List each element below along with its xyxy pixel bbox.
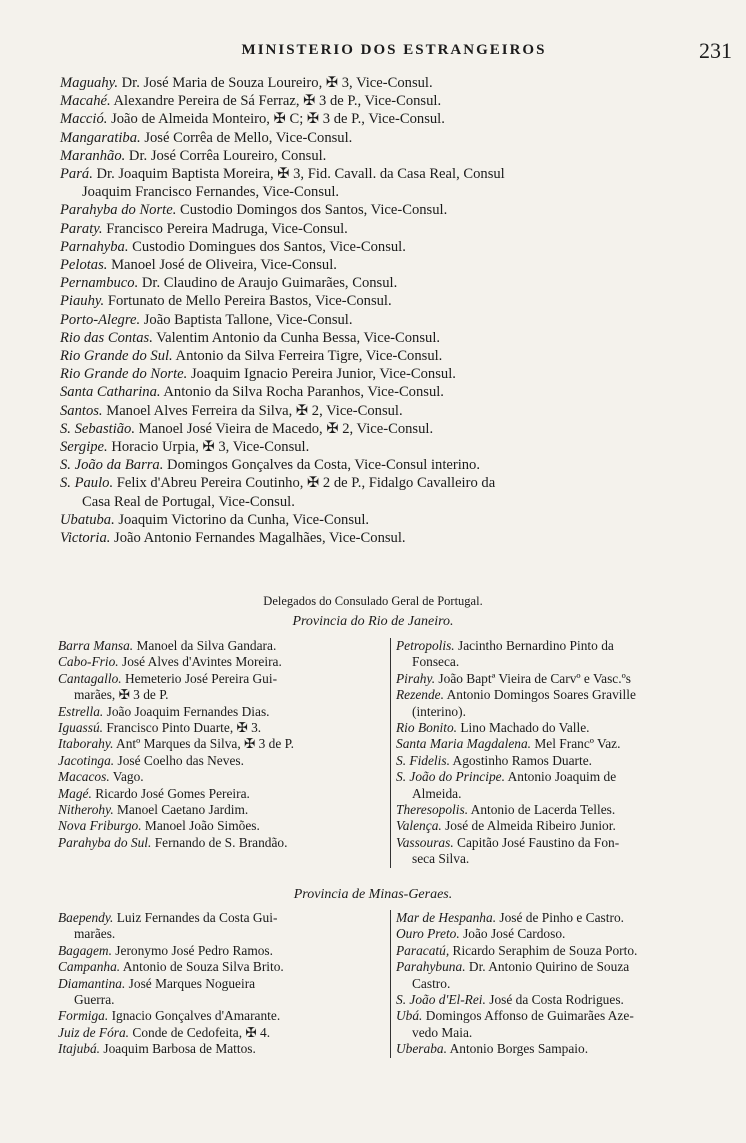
entry-continuation: Joaquim Francisco Fernandes, Vice-Consul.	[82, 184, 340, 201]
place-name: Rio Grande do Sul.	[60, 348, 173, 365]
place-name: Maguahy.	[60, 75, 118, 91]
list-entry	[396, 992, 724, 1008]
place-name: Paracatú,	[396, 942, 450, 958]
entry-text: José de Almeida Ribeiro Junior.	[441, 818, 616, 834]
place-name: Diamantina.	[58, 975, 126, 991]
list-entry	[58, 818, 386, 834]
place-name: Porto-Alegre.	[60, 311, 141, 328]
entry-text: Manoel da Silva Gandara.	[133, 638, 277, 653]
entry-text: Manoel José Vieira de Macedo, ✠ 2, Vice-Consul.	[135, 420, 434, 437]
place-name: Bagagem.	[58, 942, 112, 958]
entry-text: José Coelho das Neves.	[114, 752, 244, 768]
entry-text: José da Costa Rodrigues.	[485, 992, 624, 1008]
list-entry	[58, 753, 386, 769]
list-entry	[58, 1025, 386, 1041]
list-entry	[60, 110, 730, 128]
province-minas-right-column	[391, 910, 724, 1058]
list-entry	[396, 926, 724, 942]
entry-text: Ignacio Gonçalves d'Amarante.	[108, 1008, 281, 1024]
list-entry	[396, 671, 724, 687]
entry-continuation: marães.	[74, 926, 116, 942]
entry-continuation: marães, ✠ 3 de P.	[74, 687, 169, 703]
entry-text: Luiz Fernandes da Costa Gui-	[113, 910, 278, 925]
list-entry	[396, 736, 724, 752]
place-name: Parahyba do Norte.	[60, 202, 177, 219]
place-name: Vassouras.	[396, 834, 454, 850]
entry-text: Antonio Joaquim de	[504, 769, 617, 785]
entry-continuation: Guerra.	[74, 992, 115, 1008]
list-entry	[58, 736, 386, 752]
list-entry	[58, 704, 386, 720]
list-entry	[60, 365, 730, 383]
entry-text: Agostinho Ramos Duarte.	[449, 752, 593, 768]
place-name: S. João d'El-Rei.	[396, 992, 486, 1008]
list-entry	[396, 802, 724, 818]
entry-text: Valentim Antonio da Cunha Bessa, Vice-Consul.	[152, 329, 441, 346]
entry-text: Manoel João Simões.	[141, 818, 260, 834]
place-name: Rezende.	[396, 687, 444, 703]
entry-text: Capitão José Faustino da Fon-	[453, 834, 620, 850]
entry-text: Joaquim Barbosa de Mattos.	[100, 1041, 256, 1057]
list-entry	[60, 311, 730, 329]
entry-continuation: Castro.	[412, 975, 451, 991]
list-entry	[60, 456, 730, 474]
place-name: Valença.	[396, 818, 442, 834]
list-entry	[396, 769, 724, 802]
entry-text: Custodio Domingues dos Santos, Vice-Consul.	[128, 238, 406, 255]
page-header	[56, 38, 732, 68]
entry-text: Hemeterio José Pereira Gui-	[121, 670, 278, 686]
entry-text: Dr. Joaquim Baptista Moreira, ✠ 3, Fid. Cavall. da Casa Real, Consul	[92, 166, 505, 183]
place-name: Juiz de Fóra.	[58, 1024, 130, 1040]
entry-text: Ricardo Seraphim de Souza Porto.	[449, 942, 638, 958]
entry-continuation: Almeida.	[412, 785, 462, 801]
place-name: Ubá.	[396, 1008, 423, 1024]
place-name: Ubatuba.	[60, 511, 115, 528]
list-entry	[60, 529, 730, 547]
list-entry	[58, 1008, 386, 1024]
list-entry	[60, 438, 730, 456]
list-entry	[58, 835, 386, 851]
province-rio-left-column	[58, 638, 391, 868]
entry-text: Manoel Caetano Jardim.	[113, 802, 249, 818]
list-entry	[60, 383, 730, 401]
list-entry	[60, 74, 730, 92]
place-name: Iguassú.	[58, 720, 104, 736]
place-name: Victoria.	[60, 530, 111, 547]
province-rio-columns	[58, 638, 724, 868]
list-entry	[60, 147, 730, 165]
list-entry	[58, 638, 386, 654]
entry-text: Antonio de Lacerda Telles.	[468, 802, 616, 818]
entry-text: José Alves d'Avintes Moreira.	[118, 654, 282, 670]
entry-text: Joaquim Victorino da Cunha, Vice-Consul.	[114, 511, 370, 528]
list-entry	[396, 910, 724, 926]
entry-continuation: (interino).	[412, 703, 466, 719]
place-name: S. João da Barra.	[60, 457, 164, 474]
entry-continuation: Casa Real de Portugal, Vice-Consul.	[82, 493, 295, 510]
entry-text: Francisco Pinto Duarte, ✠ 3.	[103, 720, 262, 736]
entry-text: Dr. José Corrêa Loureiro, Consul.	[125, 147, 327, 164]
place-name: Santa Maria Magdalena.	[396, 736, 532, 752]
list-entry	[60, 402, 730, 420]
place-name: Theresopolis.	[396, 802, 469, 818]
place-name: Jacotinga.	[58, 752, 115, 768]
list-entry	[396, 1008, 724, 1041]
place-name: Parahyba do Sul.	[58, 834, 152, 850]
delegates-heading: Delegados do Consulado Geral de Portugal.	[263, 594, 483, 608]
place-name: Pelotas.	[60, 257, 108, 274]
list-entry	[60, 129, 730, 147]
place-name: Pernambuco.	[60, 275, 139, 292]
entry-text: Manoel José de Oliveira, Vice-Consul.	[107, 257, 337, 274]
entry-text: Francisco Pereira Madruga, Vice-Consul.	[102, 220, 348, 237]
place-name: Barra Mansa.	[58, 638, 134, 653]
list-entry	[58, 802, 386, 818]
entry-text: Lino Machado do Valle.	[457, 720, 590, 736]
place-name: Cantagallo.	[58, 670, 122, 686]
place-name: Rio das Contas.	[60, 329, 153, 346]
list-entry	[396, 943, 724, 959]
list-entry	[60, 274, 730, 292]
entry-text: Antonio da Silva Ferreira Tigre, Vice-Consul.	[172, 348, 443, 365]
list-entry	[58, 769, 386, 785]
list-entry	[60, 292, 730, 310]
entry-text: João Baptista Tallone, Vice-Consul.	[140, 311, 353, 328]
place-name: S. Fidelis.	[396, 752, 450, 768]
place-name: Parahybuna.	[396, 959, 466, 975]
list-entry	[58, 976, 386, 1009]
place-name: Mar de Hespanha.	[396, 910, 497, 925]
entry-text: Jeronymo José Pedro Ramos.	[111, 942, 273, 958]
entry-text: Custodio Domingos dos Santos, Vice-Consul.	[176, 202, 448, 219]
entry-text: Mel Francº Vaz.	[531, 736, 621, 752]
list-entry	[60, 347, 730, 365]
consul-list	[60, 74, 730, 547]
place-name: S. Paulo.	[60, 475, 114, 492]
entry-text: Antonio Borges Sampaio.	[446, 1041, 589, 1057]
list-entry	[396, 687, 724, 720]
list-entry	[60, 92, 730, 110]
place-name: Estrella.	[58, 703, 104, 719]
list-entry	[58, 1041, 386, 1057]
entry-text: Dr. José Maria de Souza Loureiro, ✠ 3, Vice-Consul.	[117, 75, 433, 91]
list-entry	[396, 959, 724, 992]
entry-text: Dr. Claudino de Araujo Guimarães, Consul.	[138, 275, 398, 292]
place-name: Itajubá.	[58, 1041, 101, 1057]
entry-text: João José Cardoso.	[459, 926, 566, 942]
place-name: Sergipe.	[60, 439, 108, 456]
province-minas-left-column	[58, 910, 391, 1058]
place-name: Parnahyba.	[60, 238, 129, 255]
entry-continuation: Fonseca.	[412, 654, 460, 670]
place-name: S. João do Principe.	[396, 769, 505, 785]
place-name: Pará.	[60, 166, 93, 183]
entry-text: Domingos Gonçalves da Costa, Vice-Consul interino.	[163, 457, 481, 474]
place-name: Macahé.	[60, 93, 111, 110]
place-name: Campanha.	[58, 959, 121, 975]
province-minas-title: Provincia de Minas-Geraes.	[293, 887, 453, 902]
list-entry	[58, 786, 386, 802]
entry-text: Ricardo José Gomes Pereira.	[91, 785, 250, 801]
place-name: Ouro Preto.	[396, 926, 460, 942]
entry-text: Antonio Domingos Soares Graville	[443, 687, 636, 703]
list-entry	[58, 720, 386, 736]
list-entry	[60, 238, 730, 256]
list-entry	[60, 165, 730, 201]
list-entry	[396, 835, 724, 868]
entry-text: Horacio Urpia, ✠ 3, Vice-Consul.	[107, 439, 310, 456]
entry-text: Alexandre Pereira de Sá Ferraz, ✠ 3 de P., Vice-Consul.	[110, 93, 442, 110]
entry-text: João Joaquim Fernandes Dias.	[103, 703, 270, 719]
place-name: Macacos.	[58, 769, 110, 785]
place-name: Cabo-Frio.	[58, 654, 119, 670]
entry-text: José Corrêa de Mello, Vice-Consul.	[140, 129, 353, 146]
place-name: Uberaba.	[396, 1041, 447, 1057]
entry-text: Fernando de S. Brandão.	[151, 834, 288, 850]
entry-text: João Baptª Vieira de Carvº e Vasc.ºs	[435, 670, 631, 686]
list-entry	[60, 201, 730, 219]
list-entry	[58, 943, 386, 959]
entry-text: Dr. Antonio Quirino de Souza	[465, 959, 630, 975]
province-rio-right-column	[391, 638, 724, 868]
entry-text: Antº Marques da Silva, ✠ 3 de P.	[113, 736, 294, 752]
place-name: Santos.	[60, 402, 103, 419]
place-name: Itaborahy.	[58, 736, 114, 752]
entry-text: Felix d'Abreu Pereira Coutinho, ✠ 2 de P., Fidalgo Cavalleiro da	[113, 475, 496, 492]
list-entry	[58, 654, 386, 670]
place-name: Nitherohy.	[58, 802, 114, 818]
page-title: MINISTERIO DOS ESTRANGEIROS	[241, 42, 547, 58]
list-entry	[396, 1041, 724, 1057]
entry-text: João Antonio Fernandes Magalhães, Vice-Consul.	[110, 530, 406, 547]
place-name: Magé.	[58, 785, 92, 801]
place-name: Macció.	[60, 111, 108, 128]
list-entry	[60, 329, 730, 347]
entry-text: Antonio da Silva Rocha Paranhos, Vice-Consul.	[160, 384, 444, 401]
place-name: Rio Bonito.	[396, 720, 457, 736]
entry-text: João de Almeida Monteiro, ✠ C; ✠ 3 de P., Vice-Consul.	[107, 111, 445, 128]
list-entry	[396, 753, 724, 769]
province-minas-columns	[58, 910, 724, 1058]
place-name: Rio Grande do Norte.	[60, 366, 188, 383]
place-name: Baependy.	[58, 910, 114, 925]
list-entry	[60, 256, 730, 274]
place-name: Piauhy.	[60, 293, 105, 310]
entry-text: Domingos Affonso de Guimarães Aze-	[422, 1008, 634, 1024]
entry-text: Vago.	[109, 769, 144, 785]
place-name: S. Sebastião.	[60, 420, 135, 437]
entry-text: Joaquim Ignacio Pereira Junior, Vice-Consul.	[187, 366, 456, 383]
place-name: Maranhão.	[60, 147, 126, 164]
entry-text: Antonio de Souza Silva Brito.	[120, 959, 284, 975]
list-entry	[60, 511, 730, 529]
list-entry	[396, 818, 724, 834]
list-entry	[396, 638, 724, 671]
page-number: 231	[699, 38, 732, 63]
place-name: Nova Friburgo.	[58, 818, 142, 834]
list-entry	[58, 959, 386, 975]
place-name: Paraty.	[60, 220, 103, 237]
entry-continuation: seca Silva.	[412, 851, 470, 867]
place-name: Santa Catharina.	[60, 384, 161, 401]
province-rio-title: Provincia do Rio de Janeiro.	[292, 614, 454, 629]
list-entry	[396, 720, 724, 736]
entry-continuation: vedo Maia.	[412, 1024, 473, 1040]
place-name: Mangaratiba.	[60, 129, 141, 146]
list-entry	[58, 671, 386, 704]
place-name: Pirahy.	[396, 670, 436, 686]
list-entry	[60, 220, 730, 238]
entry-text: José de Pinho e Castro.	[496, 910, 624, 925]
entry-text: Conde de Cedofeita, ✠ 4.	[129, 1024, 271, 1040]
list-entry	[58, 910, 386, 943]
entry-text: Jacintho Bernardino Pinto da	[454, 638, 614, 653]
entry-text: José Marques Nogueira	[125, 975, 256, 991]
place-name: Formiga.	[58, 1008, 109, 1024]
entry-text: Fortunato de Mello Pereira Bastos, Vice-Consul.	[104, 293, 392, 310]
place-name: Petropolis.	[396, 638, 455, 653]
entry-text: Manoel Alves Ferreira da Silva, ✠ 2, Vice-Consul.	[102, 402, 403, 419]
list-entry	[60, 474, 730, 510]
list-entry	[60, 420, 730, 438]
